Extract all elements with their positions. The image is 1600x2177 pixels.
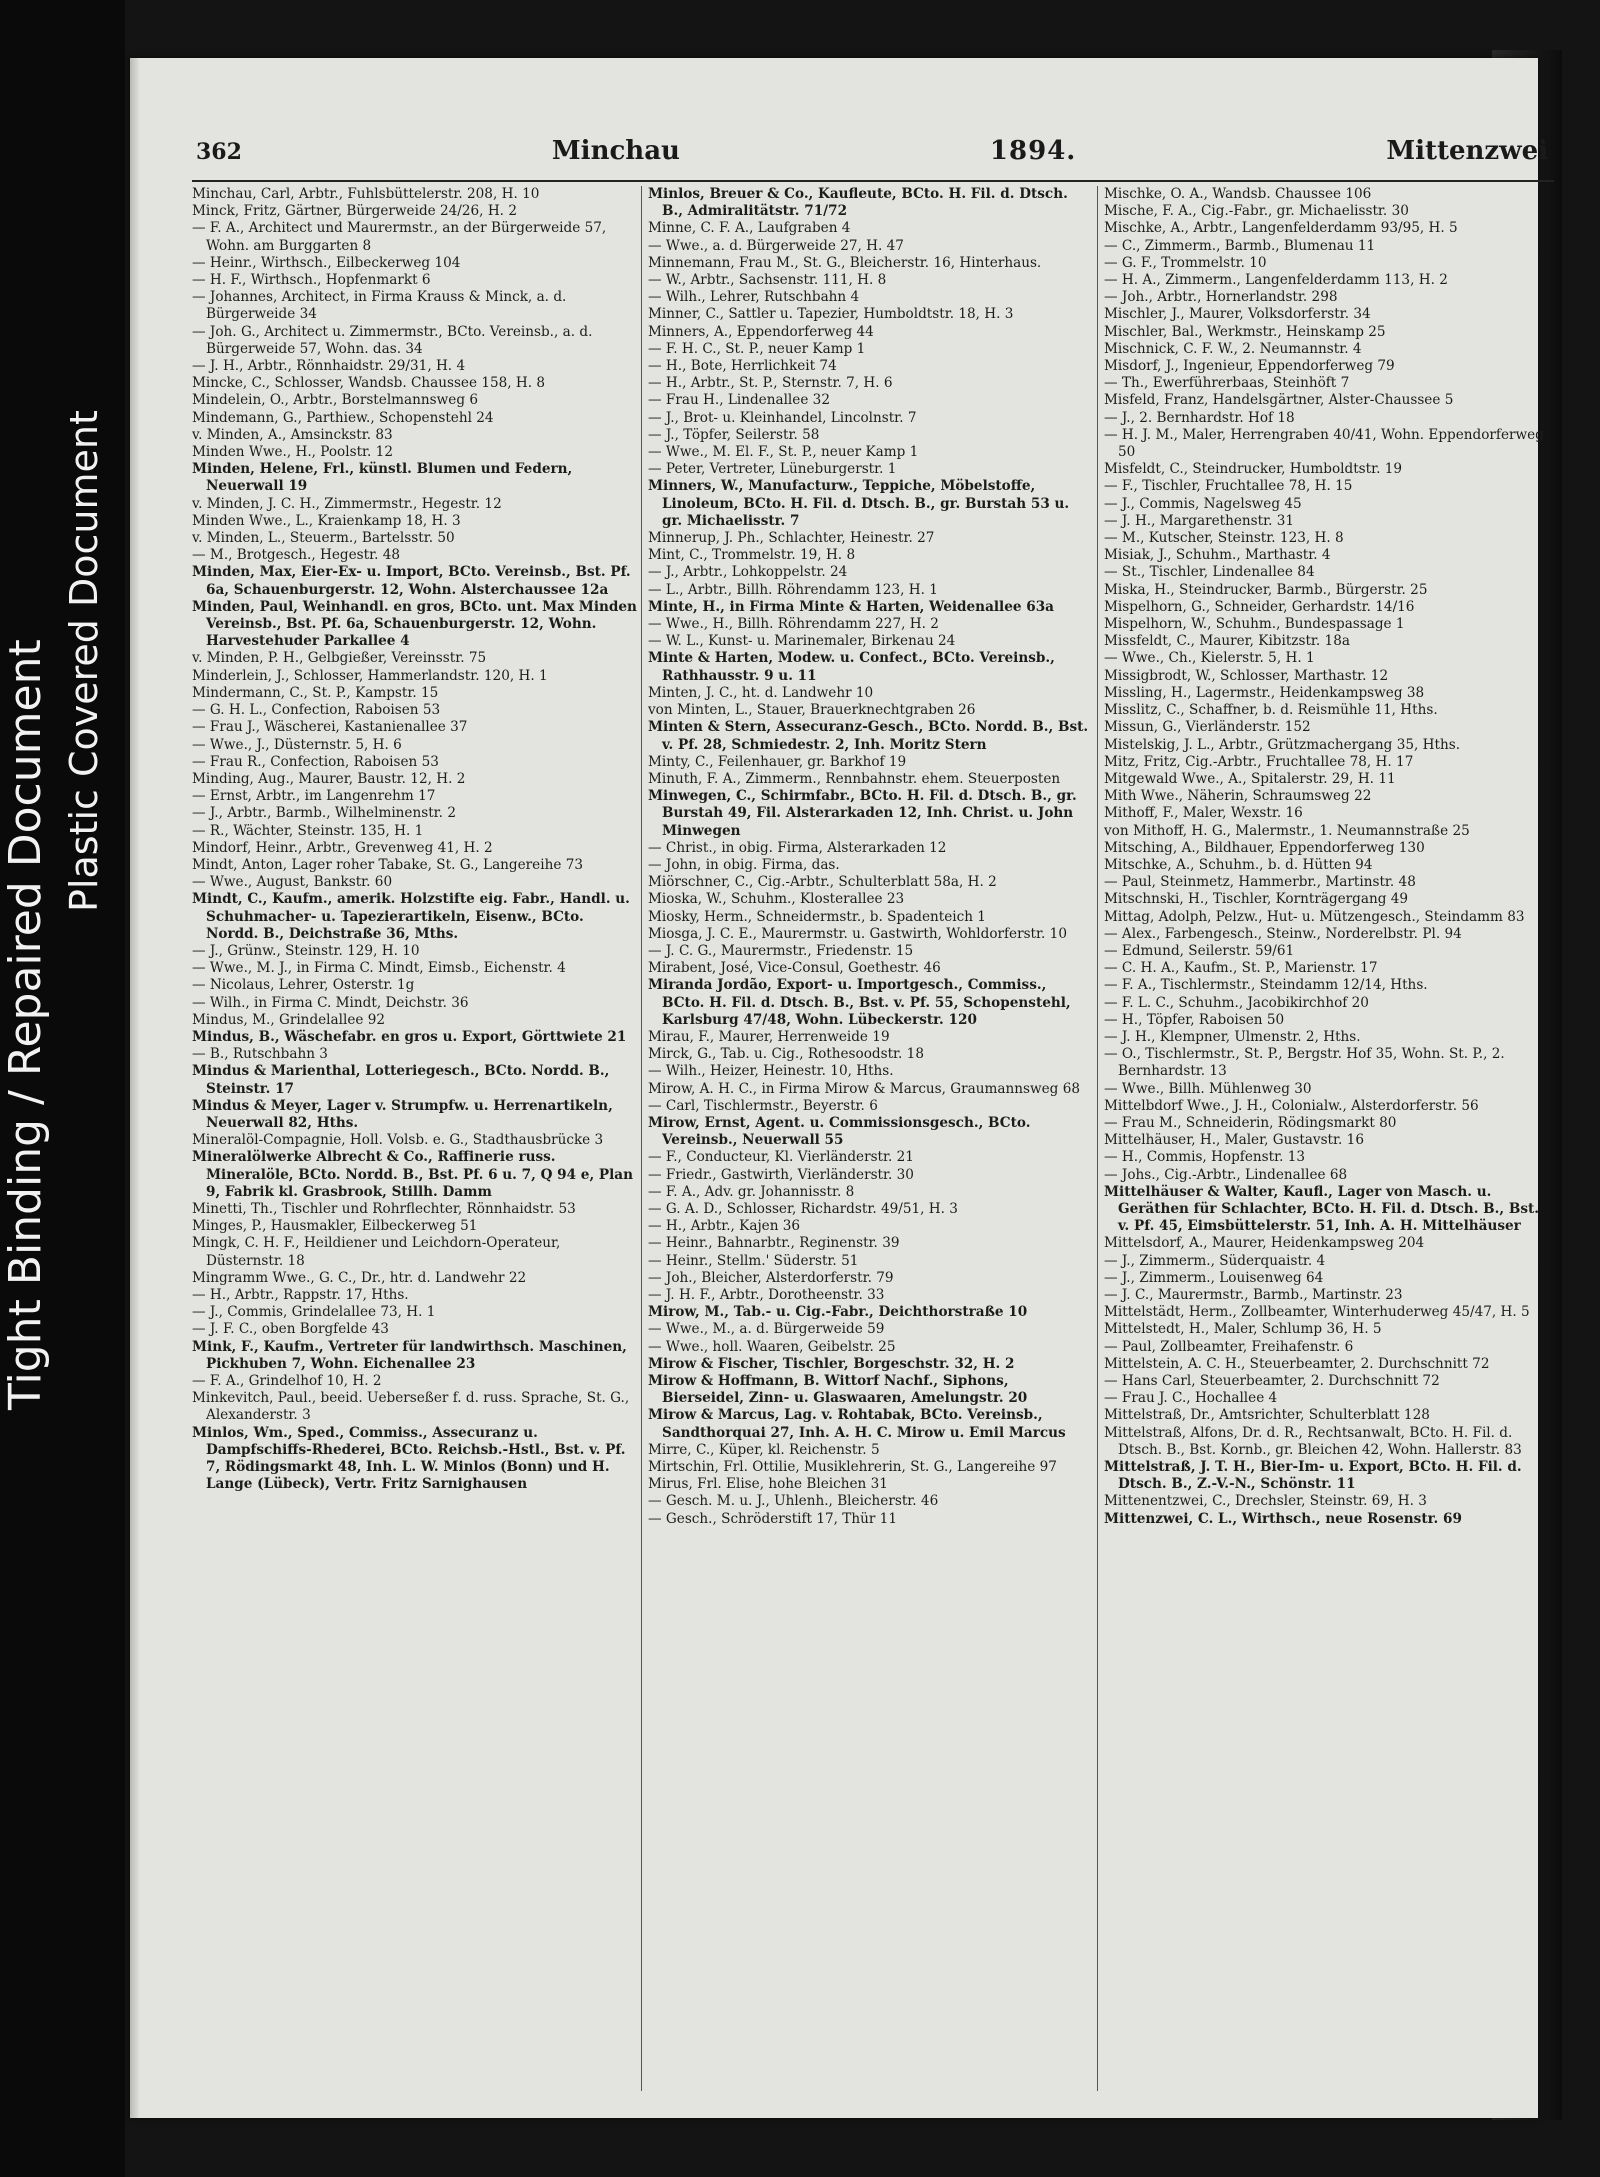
directory-entry: Mischke, O. A., Wandsb. Chaussee 106 (1104, 186, 1372, 202)
directory-entry: — J., Zimmerm., Louisenweg 64 (1104, 1269, 1324, 1286)
directory-entry: — H. J. M., Maler, Herrengraben 40/41, Wohn. Eppendorferweg 50 (1104, 426, 1544, 461)
directory-entry: — John, in obig. Firma, das. (648, 856, 840, 873)
directory-entry: — J., Arbtr., Lohkoppelstr. 24 (648, 564, 848, 581)
directory-entry: — G. F., Trommelstr. 10 (1104, 254, 1267, 271)
directory-entry: Mittelstein, A. C. H., Steuerbeamter, 2. Durchschnitt 72 (1104, 1355, 1490, 1372)
directory-entry: — Edmund, Seilerstr. 59/61 (1104, 942, 1295, 959)
directory-entry: — Wwe., H., Billh. Röhrendamm 227, H. 2 (648, 616, 939, 633)
directory-entry: — G. H. L., Confection, Raboisen 53 (192, 702, 441, 719)
directory-entry: Minderlein, J., Schlosser, Hammerlandstr. 120, H. 1 (192, 667, 548, 684)
directory-entry: — Christ., in obig. Firma, Alsterarkaden 12 (648, 839, 947, 856)
directory-entry: — F. A., Adv. gr. Johannisstr. 8 (648, 1183, 855, 1200)
directory-entry: v. Minden, A., Amsinckstr. 83 (192, 426, 393, 443)
directory-entry: — Heinr., Stellm.' Süderstr. 51 (648, 1252, 859, 1269)
directory-entry: Mirtschin, Frl. Ottilie, Musiklehrerin, St. G., Langereihe 97 (648, 1459, 1057, 1476)
directory-entry: — F. L. C., Schuhm., Jacobikirchhof 20 (1104, 994, 1369, 1011)
directory-entry: Mispelhorn, W., Schuhm., Bundespassage 1 (1104, 616, 1405, 633)
header-rule (192, 180, 1554, 182)
directory-entry: — Joh. G., Architect u. Zimmermstr., BCto. Vereinsb., a. d. Bürgerweide 57, Wohn. das. 34 (192, 323, 593, 357)
directory-entry: Mindus & Marienthal, Lotteriegesch., BCto. Nordd. B., Steinstr. 17 (192, 1063, 610, 1097)
directory-entry: Mindus, M., Grindelallee 92 (192, 1011, 386, 1028)
directory-entry: Mittelstedt, H., Maler, Schlump 36, H. 5 (1104, 1321, 1382, 1338)
directory-entry: Mittelstraß, Dr., Amtsrichter, Schulterblatt 128 (1104, 1407, 1430, 1424)
directory-entry: — Johs., Cig.-Arbtr., Lindenallee 68 (1104, 1166, 1348, 1183)
directory-entry: — F., Tischler, Fruchtallee 78, H. 15 (1104, 478, 1353, 495)
directory-entry: — Joh., Bleicher, Alsterdorferstr. 79 (648, 1269, 894, 1286)
directory-entry: — J. C., Maurermstr., Barmb., Martinstr. 23 (1104, 1287, 1403, 1303)
directory-entry: — Wwe., August, Bankstr. 60 (192, 874, 393, 891)
directory-entry: Miörschner, C., Cig.-Arbtr., Schulterblatt 58a, H. 2 (648, 874, 997, 891)
directory-entry: Mirow & Hoffmann, B. Wittorf Nachf., Siphons, Bierseidel, Zinn- u. Glaswaaren, Amelungstr. 20 (648, 1373, 1028, 1407)
directory-entry: — Wwe., a. d. Bürgerweide 27, H. 47 (648, 237, 904, 254)
directory-entry: — Wwe., Billh. Mühlenweg 30 (1104, 1080, 1312, 1097)
directory-entry: — Hans Carl, Steuerbeamter, 2. Durchschnitt 72 (1104, 1373, 1440, 1390)
directory-entry: Mint, C., Trommelstr. 19, H. 8 (648, 547, 856, 564)
directory-entry: Misdorf, J., Ingenieur, Eppendorferweg 79 (1104, 358, 1395, 375)
directory-entry: — H., Bote, Herrlichkeit 74 (648, 358, 837, 375)
directory-entry: Mioska, W., Schuhm., Klosterallee 23 (648, 891, 905, 908)
directory-entry: Mirow, A. H. C., in Firma Mirow & Marcus, Graumannsweg 68 (648, 1080, 1080, 1097)
directory-entry: v. Minden, P. H., Gelbgießer, Vereinsstr. 75 (192, 650, 487, 667)
directory-entry: Mindt, C., Kaufm., amerik. Holzstifte eig. Fabr., Handl. u. Schuhmacher- u. Tapezierartikeln, Eisenw., BCto. Nordd. B., Deichstraße 36, Mths. (192, 891, 630, 942)
directory-entry: Mistelskig, J. L., Arbtr., Grützmachergang 35, Hths. (1104, 736, 1461, 753)
directory-entry: Minck, Fritz, Gärtner, Bürgerweide 24/26, H. 2 (192, 203, 517, 220)
directory-entry: — F. A., Architect und Maurermstr., an der Bürgerweide 57, Wohn. am Burggarten 8 (192, 220, 607, 254)
directory-entry: Missigbrodt, W., Schlosser, Marthastr. 12 (1104, 667, 1389, 684)
header-year: 1894. (989, 136, 1077, 166)
column-1 (192, 186, 642, 2091)
plastic-covered-label: Plastic Covered Document (62, 410, 106, 912)
directory-entry: Minkevitch, Paul., beeid. Ueberseßer f. d. russ. Sprache, St. G., Alexanderstr. 3 (192, 1390, 630, 1424)
header-first-name: Minchau (551, 136, 680, 166)
directory-entry: — St., Tischler, Lindenallee 84 (1104, 564, 1315, 581)
directory-entry: Minty, C., Feilenhauer, gr. Barkhof 19 (648, 753, 907, 770)
directory-entry: — Frau J. C., Hochallee 4 (1104, 1390, 1278, 1407)
directory-entry: — Ernst, Arbtr., im Langenrehm 17 (192, 788, 436, 805)
directory-entry: Minten, J. C., ht. d. Landwehr 10 (648, 684, 874, 701)
directory-entry: — W., Arbtr., Sachsenstr. 111, H. 8 (648, 272, 887, 289)
directory-entry: — Frau M., Schneiderin, Rödingsmarkt 80 (1104, 1114, 1397, 1131)
directory-entry: — Th., Ewerführerbaas, Steinhöft 7 (1104, 375, 1350, 392)
directory-entry: Misfeldt, C., Steindrucker, Humboldtstr. 19 (1104, 461, 1403, 478)
directory-entry: — Gesch. M. u. J., Uhlenh., Bleicherstr. 46 (648, 1493, 939, 1510)
directory-entry: v. Minden, J. C. H., Zimmermstr., Hegestr. 12 (192, 495, 502, 512)
directory-entry: Missling, H., Lagermstr., Heidenkampsweg 38 (1104, 684, 1425, 701)
directory-entry: Minten & Stern, Assecuranz-Gesch., BCto. Nordd. B., Bst. v. Pf. 28, Schmiedestr. 2, Inh. Moritz Stern (648, 719, 1089, 753)
directory-entry: — L., Arbtr., Billh. Röhrendamm 123, H. 1 (648, 581, 938, 598)
directory-entry: Missun, G., Vierländerstr. 152 (1104, 719, 1311, 736)
directory-entry: — Wilh., Lehrer, Rutschbahn 4 (648, 289, 860, 306)
directory-entry: — Paul, Steinmetz, Hammerbr., Martinstr. 48 (1104, 874, 1416, 891)
directory-entry: Mittelstraß, Alfons, Dr. d. R., Rechtsanwalt, BCto. H. Fil. d. Dtsch. B., Bst. Kornb., gr. Bleichen 42, Wohn. Hallerstr. 83 (1104, 1424, 1522, 1458)
directory-entry: — Wwe., J., Düsternstr. 5, H. 6 (192, 736, 402, 753)
directory-entry: — J., Töpfer, Seilerstr. 58 (648, 426, 820, 443)
directory-entry: — M., Brotgesch., Hegestr. 48 (192, 547, 401, 564)
directory-entry: Minden, Paul, Weinhandl. en gros, BCto. unt. Max Minden Vereinsb., Bst. Pf. 6a, Schauenburgerstr. 12, Wohn. Harvestehuder Parkallee 4 (192, 598, 637, 650)
directory-entry: — O., Tischlermstr., St. P., Bergstr. Hof 35, Wohn. St. P., 2. Bernhardstr. 13 (1104, 1046, 1505, 1080)
directory-entry: — F. H. C., St. P., neuer Kamp 1 (648, 340, 866, 357)
directory-entry: Mittelbdorf Wwe., J. H., Colonialw., Alsterdorferstr. 56 (1104, 1097, 1479, 1114)
directory-entry: Misslitz, C., Schaffner, b. d. Reismühle 11, Hths. (1104, 702, 1438, 719)
directory-entry: von Mithoff, H. G., Malermstr., 1. Neumannstraße 25 (1104, 822, 1470, 839)
directory-entry: Mindus, B., Wäschefabr. en gros u. Export, Görttwiete 21 (192, 1028, 627, 1045)
directory-entry: — Johannes, Architect, in Firma Krauss & Minck, a. d. Bürgerweide 34 (192, 289, 567, 323)
directory-entry: — J. H., Margarethenstr. 31 (1104, 512, 1295, 529)
directory-entry: Mirus, Frl. Elise, hohe Bleichen 31 (648, 1476, 888, 1493)
scan-side-label (0, 0, 125, 2177)
directory-entry: — H. A., Zimmerm., Langenfelderdamm 113, H. 2 (1104, 272, 1448, 289)
directory-entry: — J. H. F., Arbtr., Dorotheenstr. 33 (648, 1287, 885, 1303)
directory-entry: Mischler, J., Maurer, Volksdorferstr. 34 (1104, 306, 1371, 323)
directory-entry: Mindus & Meyer, Lager v. Strumpfw. u. Herrenartikeln, Neuerwall 82, Hths. (192, 1097, 613, 1131)
directory-entry: Minden Wwe., L., Kraienkamp 18, H. 3 (192, 512, 461, 529)
directory-entry: Minuth, F. A., Zimmerm., Rennbahnstr. ehem. Steuerposten (648, 770, 1061, 787)
directory-entry: Mittelhäuser, H., Maler, Gustavstr. 16 (1104, 1132, 1364, 1149)
directory-entry: Minlos, Breuer & Co., Kaufleute, BCto. H. Fil. d. Dtsch. B., Admiralitätstr. 71/72 (648, 186, 1068, 220)
directory-entry: — H., Commis, Hopfenstr. 13 (1104, 1149, 1306, 1166)
directory-entry: Minden, Helene, Frl., künstl. Blumen und Federn, Neuerwall 19 (192, 461, 573, 495)
directory-entry: Mirow & Marcus, Lag. v. Rohtabak, BCto. Vereinsb., Sandthorquai 27, Inh. A. H. C. Mirow u. Emil Marcus (648, 1407, 1066, 1441)
directory-entry: Miranda Jordão, Export- u. Importgesch., Commiss., BCto. H. Fil. d. Dtsch. B., Bst. v. Pf. 55, Schopenstehl, Karlsburg 47/48, Wohn. Lübeckerstr. 120 (648, 977, 1071, 1028)
directory-entry: Mingk, C. H. F., Heildiener und Leichdorn-Operateur, Düsternstr. 18 (192, 1235, 561, 1269)
directory-entry: — H., Töpfer, Raboisen 50 (1104, 1011, 1285, 1028)
directory-entry: Mittelstädt, Herm., Zollbeamter, Winterhuderweg 45/47, H. 5 (1104, 1304, 1530, 1321)
directory-entry: Mindemann, G., Parthiew., Schopenstehl 24 (192, 409, 494, 426)
directory-entry: Minden Wwe., H., Poolstr. 12 (192, 444, 393, 461)
directory-entry: Mirre, C., Küper, kl. Reichenstr. 5 (648, 1441, 880, 1458)
directory-entry: Mineralölwerke Albrecht & Co., Raffinerie russ. Mineralöle, BCto. Nordd. B., Bst. Pf. 6 u. 7, Q 94 e, Plan 9, Fabrik kl. Grasbrook, Stillh. Damm (192, 1149, 633, 1200)
directory-entry: — J., Zimmerm., Süderquaistr. 4 (1104, 1252, 1326, 1269)
directory-entry: Mitsching, A., Bildhauer, Eppendorferweg 130 (1104, 839, 1425, 856)
directory-entry: — F., Conducteur, Kl. Vierländerstr. 21 (648, 1149, 914, 1166)
directory-entry: Mindermann, C., St. P., Kampstr. 15 (192, 684, 439, 701)
directory-page (130, 58, 1548, 2118)
directory-columns (192, 186, 1554, 2091)
directory-entry: Minnemann, Frau M., St. G., Bleicherstr. 16, Hinterhaus. (648, 254, 1042, 271)
directory-entry: — Joh., Arbtr., Hornerlandstr. 298 (1104, 289, 1338, 306)
column-2 (648, 186, 1098, 2091)
directory-entry: — C. H. A., Kaufm., St. P., Marienstr. 17 (1104, 960, 1378, 977)
directory-entry: Minners, W., Manufacturw., Teppiche, Möbelstoffe, Linoleum, BCto. H. Fil. d. Dtsch. B., gr. Burstah 53 u. gr. Michaelisstr. 7 (648, 478, 1070, 529)
directory-entry: — Frau R., Confection, Raboisen 53 (192, 753, 439, 770)
directory-entry: Minding, Aug., Maurer, Baustr. 12, H. 2 (192, 770, 466, 787)
directory-entry: Mittenentzwei, C., Drechsler, Steinstr. 69, H. 3 (1104, 1493, 1427, 1510)
directory-entry: — Wilh., Heizer, Heinestr. 10, Hths. (648, 1063, 894, 1080)
directory-entry: Minden, Max, Eier-Ex- u. Import, BCto. Vereinsb., Bst. Pf. 6a, Schauenburgerstr. 12, Wohn. Alsterchaussee 12a (192, 564, 631, 598)
directory-entry: Mithoff, F., Maler, Wexstr. 16 (1104, 805, 1303, 822)
directory-entry: — H. F., Wirthsch., Hopfenmarkt 6 (192, 272, 431, 289)
directory-entry: Misiak, J., Schuhm., Marthastr. 4 (1104, 547, 1331, 564)
directory-entry: v. Minden, L., Steuerm., Bartelsstr. 50 (192, 530, 455, 547)
directory-entry: Mincke, C., Schlosser, Wandsb. Chaussee 158, H. 8 (192, 375, 546, 392)
directory-entry: — H., Arbtr., Rappstr. 17, Hths. (192, 1287, 409, 1303)
directory-entry: Misfeld, Franz, Handelsgärtner, Alster-Chaussee 5 (1104, 392, 1454, 409)
directory-entry: Miska, H., Steindrucker, Barmb., Bürgerstr. 25 (1104, 581, 1428, 598)
directory-entry: Mith Wwe., Näherin, Schraumsweg 22 (1104, 788, 1372, 805)
directory-entry: — J. C. G., Maurermstr., Friedenstr. 15 (648, 942, 914, 959)
directory-entry: — C., Zimmerm., Barmb., Blumenau 11 (1104, 237, 1376, 254)
directory-entry: — Wwe., M. El. F., St. P., neuer Kamp 1 (648, 444, 919, 461)
directory-entry: — Carl, Tischlermstr., Beyerstr. 6 (648, 1097, 878, 1114)
directory-entry: — J. H., Arbtr., Rönnhaidstr. 29/31, H. 4 (192, 358, 466, 375)
directory-entry: — Wilh., in Firma C. Mindt, Deichstr. 36 (192, 994, 469, 1011)
directory-entry: — J., Commis, Grindelallee 73, H. 1 (192, 1304, 436, 1321)
directory-entry: Minetti, Th., Tischler und Rohrflechter, Rönnhaidstr. 53 (192, 1200, 576, 1217)
directory-entry: — Nicolaus, Lehrer, Osterstr. 1g (192, 977, 415, 994)
page-number: 362 (196, 139, 242, 165)
directory-entry: Mitgewald Wwe., A., Spitalerstr. 29, H. 11 (1104, 770, 1396, 787)
directory-entry: Mink, F., Kaufm., Vertreter für landwirthsch. Maschinen, Pickhuben 7, Wohn. Eichenallee 23 (192, 1338, 627, 1372)
directory-entry: — J., Grünw., Steinstr. 129, H. 10 (192, 942, 420, 959)
directory-entry: — J. F. C., oben Borgfelde 43 (192, 1321, 389, 1338)
directory-entry: Mittelstraß, J. T. H., Bier-Im- u. Export, BCto. H. Fil. d. Dtsch. B., Z.-V.-N., Schönstr. 11 (1104, 1459, 1522, 1493)
directory-entry: — Alex., Farbengesch., Steinw., Norderelbstr. Pl. 94 (1104, 925, 1462, 942)
directory-entry: Mischke, A., Arbtr., Langenfelderdamm 93/95, H. 5 (1104, 220, 1458, 237)
directory-entry: Missfeldt, C., Maurer, Kibitzstr. 18a (1104, 633, 1350, 650)
directory-entry: Mirow & Fischer, Tischler, Borgeschstr. 32, H. 2 (648, 1355, 1015, 1372)
directory-entry: Mischnick, C. F. W., 2. Neumannstr. 4 (1104, 340, 1362, 357)
directory-entry: Minnerup, J. Ph., Schlachter, Heinestr. 27 (648, 530, 935, 547)
directory-entry: Mineralöl-Compagnie, Holl. Volsb. e. G., Stadthausbrücke 3 (192, 1132, 604, 1149)
directory-entry: Mindelein, O., Arbtr., Borstelmannsweg 6 (192, 392, 478, 409)
directory-entry: — Wwe., holl. Waaren, Geibelstr. 25 (648, 1338, 896, 1355)
directory-entry: Mischler, Bal., Werkmstr., Heinskamp 25 (1104, 323, 1386, 340)
directory-entry: Mirau, F., Maurer, Herrenweide 19 (648, 1028, 890, 1045)
page-header (196, 136, 1548, 176)
header-last-name: Mittenzwei (1386, 136, 1548, 166)
directory-entry: von Minten, L., Stauer, Brauerknechtgraben 26 (648, 702, 976, 719)
directory-entry: — J. H., Klempner, Ulmenstr. 2, Hths. (1104, 1028, 1361, 1045)
directory-entry: Mirow, M., Tab.- u. Cig.-Fabr., Deichthorstraße 10 (648, 1304, 1028, 1321)
directory-entry: Minners, A., Eppendorferweg 44 (648, 323, 874, 340)
directory-entry: Mische, F. A., Cig.-Fabr., gr. Michaelisstr. 30 (1104, 203, 1409, 220)
directory-entry: Mittelhäuser & Walter, Kaufl., Lager von Masch. u. Geräthen für Schlachter, BCto. H. Fil. d. Dtsch. B., Bst. v. Pf. 45, Eimsbüttelerstr. 51, Inh. A. H. Mittelhäuser (1104, 1183, 1540, 1235)
directory-entry: Minte, H., in Firma Minte & Harten, Weidenallee 63a (648, 598, 1054, 615)
column-3 (1104, 186, 1554, 2091)
directory-entry: Mitschnski, H., Tischler, Kornträgergang 49 (1104, 891, 1409, 908)
directory-entry: Mittelsdorf, A., Maurer, Heidenkampsweg 204 (1104, 1235, 1425, 1252)
directory-entry: — Paul, Zollbeamter, Freihafenstr. 6 (1104, 1338, 1354, 1355)
directory-entry: — Gesch., Schröderstift 17, Thür 11 (648, 1510, 897, 1527)
directory-entry: — Wwe., Ch., Kielerstr. 5, H. 1 (1104, 650, 1315, 667)
directory-entry: — F. A., Grindelhof 10, H. 2 (192, 1373, 382, 1390)
directory-entry: — J., Brot- u. Kleinhandel, Lincolnstr. 7 (648, 409, 917, 426)
directory-entry: Minchau, Carl, Arbtr., Fuhlsbüttelerstr. 208, H. 10 (192, 186, 540, 202)
directory-entry: — Heinr., Wirthsch., Eilbeckerweg 104 (192, 254, 461, 271)
directory-entry: — Frau H., Lindenallee 32 (648, 392, 830, 409)
directory-entry: Minner, C., Sattler u. Tapezier, Humboldtstr. 18, H. 3 (648, 306, 1014, 323)
directory-entry: Minwegen, C., Schirmfabr., BCto. H. Fil. d. Dtsch. B., gr. Burstah 49, Fil. Alsterarkaden 12, Inh. Christ. u. John Minwegen (648, 788, 1077, 839)
directory-entry: Mirow, Ernst, Agent. u. Commissionsgesch., BCto. Vereinsb., Neuerwall 55 (648, 1114, 1031, 1149)
directory-entry: — F. A., Tischlermstr., Steindamm 12/14, Hths. (1104, 977, 1428, 994)
directory-entry: — M., Kutscher, Steinstr. 123, H. 8 (1104, 530, 1344, 547)
directory-entry: Minte & Harten, Modew. u. Confect., BCto. Vereinsb., Rathhausstr. 9 u. 11 (648, 650, 1055, 684)
directory-entry: — H., Arbtr., Kajen 36 (648, 1218, 801, 1235)
directory-entry: Minges, P., Hausmakler, Eilbeckerweg 51 (192, 1218, 478, 1235)
directory-entry: — J., Arbtr., Barmb., Wilhelminenstr. 2 (192, 805, 456, 822)
directory-entry: — Peter, Vertreter, Lüneburgerstr. 1 (648, 461, 897, 478)
directory-entry: — Heinr., Bahnarbtr., Reginenstr. 39 (648, 1235, 900, 1252)
directory-entry: — J., Commis, Nagelsweg 45 (1104, 495, 1302, 512)
directory-entry: — J., 2. Bernhardstr. Hof 18 (1104, 409, 1295, 426)
directory-entry: Mittag, Adolph, Pelzw., Hut- u. Mützengesch., Steindamm 83 (1104, 908, 1525, 925)
directory-entry: — G. A. D., Schlosser, Richardstr. 49/51, H. 3 (648, 1200, 958, 1217)
directory-entry: Mittenzwei, C. L., Wirthsch., neue Rosenstr. 69 (1104, 1510, 1462, 1527)
directory-entry: Minne, C. F. A., Laufgraben 4 (648, 220, 851, 237)
directory-entry: Mingramm Wwe., G. C., Dr., htr. d. Landwehr 22 (192, 1269, 527, 1286)
directory-entry: — R., Wächter, Steinstr. 135, H. 1 (192, 822, 424, 839)
directory-entry: — H., Arbtr., St. P., Sternstr. 7, H. 6 (648, 375, 893, 392)
directory-entry: — B., Rutschbahn 3 (192, 1046, 328, 1063)
directory-entry: Minlos, Wm., Sped., Commiss., Assecuranz u. Dampfschiffs-Rhederei, BCto. Reichsb.-Hstl., Bst. v. Pf. 7, Rödingsmarkt 48, Inh. L. W. Minlos (Bonn) und H. Lange (Lübeck), Vertr. Fritz Sarnighausen (192, 1424, 626, 1493)
directory-entry: — Friedr., Gastwirth, Vierländerstr. 30 (648, 1166, 914, 1183)
directory-entry: — W. L., Kunst- u. Marinemaler, Birkenau 24 (648, 633, 956, 650)
directory-entry: — Wwe., M. J., in Firma C. Mindt, Eimsb., Eichenstr. 4 (192, 960, 566, 977)
directory-entry: Mindorf, Heinr., Arbtr., Grevenweg 41, H. 2 (192, 839, 493, 856)
directory-entry: Mindt, Anton, Lager roher Tabake, St. G., Langereihe 73 (192, 856, 583, 873)
directory-entry: Mitschke, A., Schuhm., b. d. Hütten 94 (1104, 856, 1373, 873)
directory-entry: Miosky, Herm., Schneidermstr., b. Spadenteich 1 (648, 908, 986, 925)
repaired-document-label: Tight Binding / Repaired Document (0, 639, 51, 1410)
directory-entry: Mispelhorn, G., Schneider, Gerhardstr. 14/16 (1104, 598, 1415, 615)
directory-entry: Miosga, J. C. E., Maurermstr. u. Gastwirth, Wohldorferstr. 10 (648, 925, 1067, 942)
directory-entry: — Wwe., M., a. d. Bürgerweide 59 (648, 1321, 885, 1338)
directory-entry: Mirck, G., Tab. u. Cig., Rothesoodstr. 18 (648, 1046, 924, 1063)
directory-entry: Mitz, Fritz, Cig.-Arbtr., Fruchtallee 78, H. 17 (1104, 753, 1414, 770)
directory-entry: Mirabent, José, Vice-Consul, Goethestr. 46 (648, 960, 941, 977)
directory-entry: — Frau J., Wäscherei, Kastanienallee 37 (192, 719, 468, 736)
